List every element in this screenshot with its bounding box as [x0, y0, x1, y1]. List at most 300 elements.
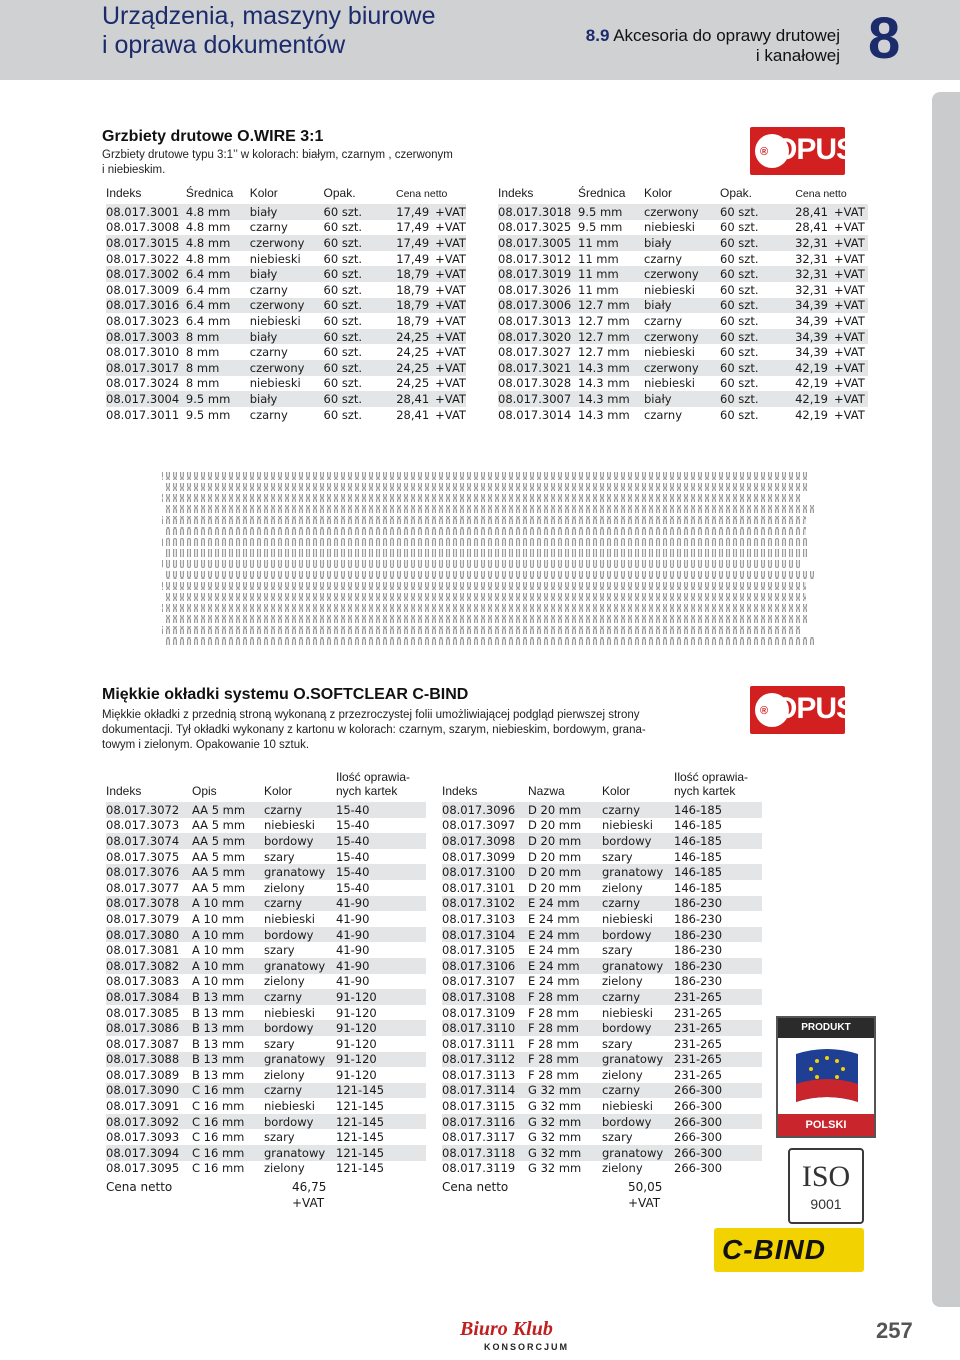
- table-cell: 08.017.3117: [442, 1129, 528, 1145]
- table-cell: 08.017.3103: [442, 911, 528, 927]
- table-cell: 08.017.3109: [442, 1005, 528, 1021]
- table-cell: 08.017.3019: [498, 266, 578, 282]
- table-cell: 266-300: [674, 1083, 762, 1099]
- table-cell: 08.017.3087: [106, 1036, 192, 1052]
- table-cell: C 16 mm: [192, 1161, 264, 1177]
- wire-binding-strip: [166, 593, 806, 601]
- table-cell: 60 szt.: [720, 391, 774, 407]
- table-cell: 186-230: [674, 958, 762, 974]
- table-cell: D 20 mm: [528, 833, 602, 849]
- table-cell: 15-40: [336, 849, 426, 865]
- table-cell: 08.017.3011: [106, 407, 186, 423]
- table-cell: 15-40: [336, 833, 426, 849]
- table-row: [442, 802, 762, 818]
- table-row: [106, 989, 426, 1005]
- table-cell: 60 szt.: [720, 235, 774, 251]
- table-cell: 60 szt.: [324, 407, 378, 423]
- table-cell: 15-40: [336, 802, 426, 818]
- table-row: [106, 329, 466, 345]
- table-cell: +VAT: [429, 407, 466, 423]
- wire-binding-strip: [166, 505, 814, 513]
- table-cell: 91-120: [336, 1052, 426, 1068]
- table-cell: 8 mm: [186, 329, 250, 345]
- table-row: [106, 235, 466, 251]
- table-cell: niebieski: [264, 818, 336, 834]
- table-cell: C 16 mm: [192, 1083, 264, 1099]
- table-cell: 08.017.3113: [442, 1067, 528, 1083]
- table-cell: biały: [250, 329, 324, 345]
- table-cell: 42,19: [774, 391, 828, 407]
- table-row: [442, 1036, 762, 1052]
- table-cell: 08.017.3093: [106, 1129, 192, 1145]
- table-cell: AA 5 mm: [192, 849, 264, 865]
- table-cell: +VAT: [429, 220, 466, 236]
- table-cell: 08.017.3075: [106, 849, 192, 865]
- table-cell: 41-90: [336, 958, 426, 974]
- table-cell: 08.017.3086: [106, 1020, 192, 1036]
- table-row: [442, 1145, 762, 1161]
- table-cell: 4.8 mm: [186, 204, 250, 220]
- wire-section-title: Grzbiety drutowe O.WIRE 3:1: [102, 128, 324, 145]
- table-cell: 08.017.3105: [442, 942, 528, 958]
- table-cell: 08.017.3012: [498, 251, 578, 267]
- table-cell: niebieski: [250, 313, 324, 329]
- table-cell: 08.017.3098: [442, 833, 528, 849]
- wire-binding-strip: [162, 494, 802, 502]
- table-cell: 146-185: [674, 849, 762, 865]
- table-cell: 08.017.3079: [106, 911, 192, 927]
- table-cell: niebieski: [264, 1098, 336, 1114]
- table-cell: 08.017.3023: [106, 313, 186, 329]
- table-cell: 28,41: [774, 204, 828, 220]
- table-cell: 266-300: [674, 1161, 762, 1177]
- table-cell: szary: [264, 1036, 336, 1052]
- table-cell: czerwony: [250, 235, 324, 251]
- table-cell: 17,49: [377, 220, 429, 236]
- table-cell: 08.017.3013: [498, 313, 578, 329]
- wire-binding-strip: [162, 538, 810, 546]
- table-cell: czerwony: [644, 329, 720, 345]
- table-cell: 91-120: [336, 1067, 426, 1083]
- table-cell: +VAT: [429, 251, 466, 267]
- table-cell: czarny: [264, 989, 336, 1005]
- table-row: [106, 376, 466, 392]
- table-cell: szary: [602, 1129, 674, 1145]
- softclear-right-vat: +VAT: [628, 1196, 661, 1210]
- table-cell: 6.4 mm: [186, 282, 250, 298]
- softclear-left-vat: +VAT: [292, 1196, 325, 1210]
- table-cell: D 20 mm: [528, 880, 602, 896]
- table-cell: AA 5 mm: [192, 880, 264, 896]
- table-cell: bordowy: [264, 1020, 336, 1036]
- table-cell: +VAT: [828, 266, 868, 282]
- table-cell: czarny: [602, 1083, 674, 1099]
- table-cell: 12.7 mm: [578, 344, 644, 360]
- table-cell: E 24 mm: [528, 958, 602, 974]
- table-cell: czarny: [644, 313, 720, 329]
- page-header: [0, 0, 960, 80]
- table-cell: 121-145: [336, 1098, 426, 1114]
- table-row: [442, 974, 762, 990]
- table-cell: 91-120: [336, 1020, 426, 1036]
- softclear-description: [102, 708, 646, 753]
- wire-binding-strip: [166, 527, 806, 535]
- table-row: [442, 1161, 762, 1177]
- table-cell: A 10 mm: [192, 911, 264, 927]
- table-cell: 08.017.3101: [442, 880, 528, 896]
- table-cell: 42,19: [774, 407, 828, 423]
- table-cell: 60 szt.: [324, 282, 378, 298]
- table-cell: F 28 mm: [528, 989, 602, 1005]
- table-cell: niebieski: [602, 1098, 674, 1114]
- table-row: [442, 942, 762, 958]
- section-title-line2: i kanałowej: [755, 46, 840, 65]
- table-cell: czerwony: [644, 360, 720, 376]
- table-row: [106, 802, 426, 818]
- table-cell: 28,41: [377, 407, 429, 423]
- table-cell: 186-230: [674, 974, 762, 990]
- table-cell: 60 szt.: [324, 204, 378, 220]
- table-cell: granatowy: [264, 1145, 336, 1161]
- table-cell: 08.017.3016: [106, 298, 186, 314]
- table-row: [442, 1114, 762, 1130]
- table-row: [498, 266, 868, 282]
- table-cell: 9.5 mm: [186, 391, 250, 407]
- table-cell: 32,31: [774, 282, 828, 298]
- table-cell: 14.3 mm: [578, 407, 644, 423]
- table-cell: 6.4 mm: [186, 298, 250, 314]
- table-cell: zielony: [602, 1067, 674, 1083]
- table-cell: 231-265: [674, 1036, 762, 1052]
- table-cell: B 13 mm: [192, 1052, 264, 1068]
- table-cell: 32,31: [774, 266, 828, 282]
- table-row: [442, 1129, 762, 1145]
- table-row: [442, 911, 762, 927]
- table-row: [106, 911, 426, 927]
- table-cell: 60 szt.: [720, 282, 774, 298]
- table-cell: 266-300: [674, 1129, 762, 1145]
- table-cell: 08.017.3094: [106, 1145, 192, 1161]
- table-cell: 08.017.3008: [106, 220, 186, 236]
- table-cell: 231-265: [674, 1020, 762, 1036]
- table-cell: 60 szt.: [720, 407, 774, 423]
- table-row: [106, 927, 426, 943]
- table-cell: czarny: [264, 896, 336, 912]
- table-row: [498, 376, 868, 392]
- table-cell: granatowy: [602, 1145, 674, 1161]
- table-cell: granatowy: [264, 864, 336, 880]
- table-cell: G 32 mm: [528, 1129, 602, 1145]
- category-title: [102, 2, 435, 60]
- table-cell: 91-120: [336, 989, 426, 1005]
- table-cell: bordowy: [602, 1114, 674, 1130]
- table-cell: niebieski: [644, 220, 720, 236]
- table-row: [106, 298, 466, 314]
- category-title-line2: i oprawa dokumentów: [102, 31, 346, 59]
- table-cell: czerwony: [644, 266, 720, 282]
- table-cell: 15-40: [336, 880, 426, 896]
- col-kolor: Kolor: [602, 784, 631, 798]
- produkt-polski-badge: [776, 1016, 876, 1138]
- table-cell: 08.017.3018: [498, 204, 578, 220]
- table-cell: 186-230: [674, 927, 762, 943]
- table-cell: 08.017.3085: [106, 1005, 192, 1021]
- table-cell: 08.017.3090: [106, 1083, 192, 1099]
- table-cell: 08.017.3006: [498, 298, 578, 314]
- table-cell: 146-185: [674, 864, 762, 880]
- col-indeks: Indeks: [498, 186, 534, 200]
- table-cell: 24,25: [377, 376, 429, 392]
- table-cell: 121-145: [336, 1083, 426, 1099]
- table-cell: +VAT: [429, 360, 466, 376]
- table-cell: czarny: [264, 1083, 336, 1099]
- table-row: [106, 1129, 426, 1145]
- table-cell: B 13 mm: [192, 1036, 264, 1052]
- table-cell: 186-230: [674, 896, 762, 912]
- table-row: [442, 927, 762, 943]
- table-cell: 12.7 mm: [578, 313, 644, 329]
- table-cell: 15-40: [336, 864, 426, 880]
- table-cell: +VAT: [828, 344, 868, 360]
- table-row: [498, 204, 868, 220]
- table-cell: 60 szt.: [324, 220, 378, 236]
- table-cell: 08.017.3005: [498, 235, 578, 251]
- table-header-row: [106, 770, 426, 802]
- table-row: [498, 251, 868, 267]
- table-cell: 60 szt.: [720, 204, 774, 220]
- table-cell: szary: [602, 849, 674, 865]
- table-cell: +VAT: [828, 313, 868, 329]
- eu-flag-icon: [792, 1044, 862, 1112]
- table-cell: 08.017.3112: [442, 1052, 528, 1068]
- chapter-number: 8: [868, 6, 901, 71]
- section-title-line1: Akcesoria do oprawy drutowej: [613, 26, 840, 45]
- wire-binding-strip: [162, 626, 802, 634]
- table-row: [442, 896, 762, 912]
- table-cell: F 28 mm: [528, 1036, 602, 1052]
- wire-binding-strip: [166, 549, 810, 557]
- table-row: [106, 896, 426, 912]
- table-cell: 18,79: [377, 266, 429, 282]
- table-cell: szary: [602, 942, 674, 958]
- table-cell: 34,39: [774, 329, 828, 345]
- table-cell: 6.4 mm: [186, 266, 250, 282]
- col-indeks: Indeks: [106, 784, 142, 798]
- table-cell: 231-265: [674, 1052, 762, 1068]
- table-cell: 121-145: [336, 1145, 426, 1161]
- table-cell: +VAT: [828, 376, 868, 392]
- wire-description-line1: Grzbiety drutowe typu 3:1’’ w kolorach: białym, czarnym , czerwonym: [102, 149, 453, 161]
- table-cell: G 32 mm: [528, 1114, 602, 1130]
- table-row: [106, 344, 466, 360]
- table-cell: AA 5 mm: [192, 833, 264, 849]
- table-cell: +VAT: [429, 376, 466, 392]
- table-row: [106, 1114, 426, 1130]
- table-cell: A 10 mm: [192, 927, 264, 943]
- table-row: [498, 391, 868, 407]
- table-row: [498, 313, 868, 329]
- table-cell: zielony: [602, 974, 674, 990]
- table-cell: 60 szt.: [324, 391, 378, 407]
- table-cell: zielony: [602, 880, 674, 896]
- wire-binding-photo: [158, 468, 818, 648]
- table-cell: 60 szt.: [324, 376, 378, 392]
- table-cell: 08.017.3108: [442, 989, 528, 1005]
- table-cell: A 10 mm: [192, 974, 264, 990]
- table-cell: 08.017.3076: [106, 864, 192, 880]
- category-title-line1: Urządzenia, maszyny biurowe: [102, 2, 436, 30]
- table-cell: niebieski: [644, 344, 720, 360]
- table-row: [106, 360, 466, 376]
- table-cell: granatowy: [602, 958, 674, 974]
- table-cell: 08.017.3010: [106, 344, 186, 360]
- softclear-section-title: Miękkie okładki systemu O.SOFTCLEAR C-BIND: [102, 686, 469, 703]
- table-cell: 08.017.3080: [106, 927, 192, 943]
- table-cell: 08.017.3014: [498, 407, 578, 423]
- table-cell: 17,49: [377, 251, 429, 267]
- table-cell: 18,79: [377, 298, 429, 314]
- table-cell: 14.3 mm: [578, 391, 644, 407]
- table-cell: C 16 mm: [192, 1114, 264, 1130]
- iso-number: 9001: [810, 1196, 842, 1212]
- table-cell: 08.017.3082: [106, 958, 192, 974]
- table-cell: B 13 mm: [192, 1067, 264, 1083]
- table-cell: 08.017.3092: [106, 1114, 192, 1130]
- table-cell: D 20 mm: [528, 864, 602, 880]
- table-cell: czerwony: [250, 360, 324, 376]
- table-row: [442, 833, 762, 849]
- table-cell: 08.017.3119: [442, 1161, 528, 1177]
- col-kolor: Kolor: [644, 186, 673, 200]
- cbind-logo: [714, 1228, 864, 1272]
- table-cell: 15-40: [336, 818, 426, 834]
- table-cell: 08.017.3001: [106, 204, 186, 220]
- wire-description: [102, 148, 453, 178]
- table-cell: 34,39: [774, 298, 828, 314]
- table-cell: G 32 mm: [528, 1098, 602, 1114]
- table-cell: granatowy: [602, 1052, 674, 1068]
- table-cell: 41-90: [336, 974, 426, 990]
- table-cell: 34,39: [774, 313, 828, 329]
- table-cell: niebieski: [264, 1005, 336, 1021]
- table-cell: szary: [264, 1129, 336, 1145]
- table-cell: 08.017.3022: [106, 251, 186, 267]
- col-srednica: Średnica: [578, 186, 626, 200]
- table-row: [106, 266, 466, 282]
- table-cell: 9.5 mm: [578, 204, 644, 220]
- col-opak: Opak.: [720, 186, 753, 200]
- table-row: [106, 204, 466, 220]
- table-cell: niebieski: [250, 376, 324, 392]
- table-cell: 60 szt.: [720, 298, 774, 314]
- table-cell: niebieski: [602, 1005, 674, 1021]
- table-cell: +VAT: [429, 204, 466, 220]
- table-row: [106, 880, 426, 896]
- softclear-left-price-label: Cena netto: [106, 1180, 173, 1194]
- table-cell: 08.017.3007: [498, 391, 578, 407]
- table-cell: szary: [602, 1036, 674, 1052]
- table-cell: +VAT: [828, 235, 868, 251]
- table-cell: bordowy: [264, 1114, 336, 1130]
- wire-binding-strip: [162, 560, 802, 568]
- softclear-left-price: 46,75: [292, 1180, 327, 1194]
- wire-binding-strip: [162, 582, 806, 590]
- table-cell: 08.017.3096: [442, 802, 528, 818]
- table-cell: 14.3 mm: [578, 360, 644, 376]
- table-cell: 11 mm: [578, 266, 644, 282]
- table-cell: zielony: [602, 1161, 674, 1177]
- table-cell: 08.017.3004: [106, 391, 186, 407]
- table-cell: czerwony: [644, 204, 720, 220]
- wire-binding-strip: [166, 637, 814, 645]
- table-row: [106, 864, 426, 880]
- table-cell: 60 szt.: [324, 329, 378, 345]
- table-cell: biały: [644, 235, 720, 251]
- softclear-description-line2: dokumentacji. Tył okładki wykonany z kartonu w kolorach: czarnym, szarym, niebieskim, bordowym, grana-: [102, 724, 646, 736]
- table-cell: 28,41: [774, 220, 828, 236]
- table-row: [498, 407, 868, 423]
- table-cell: 08.017.3111: [442, 1036, 528, 1052]
- table-cell: 11 mm: [578, 235, 644, 251]
- table-cell: 146-185: [674, 802, 762, 818]
- wire-binding-strip: [166, 615, 810, 623]
- table-row: [106, 942, 426, 958]
- table-cell: 91-120: [336, 1036, 426, 1052]
- table-cell: 60 szt.: [324, 235, 378, 251]
- table-cell: zielony: [264, 974, 336, 990]
- table-cell: 42,19: [774, 376, 828, 392]
- table-cell: AA 5 mm: [192, 818, 264, 834]
- table-cell: 08.017.3110: [442, 1020, 528, 1036]
- table-row: [442, 1020, 762, 1036]
- table-cell: B 13 mm: [192, 1020, 264, 1036]
- table-header-row: [442, 770, 762, 802]
- table-cell: 146-185: [674, 833, 762, 849]
- wire-binding-strip: [162, 472, 810, 480]
- table-cell: E 24 mm: [528, 974, 602, 990]
- softclear-table-left: [106, 770, 426, 1176]
- table-cell: C 16 mm: [192, 1129, 264, 1145]
- section-title: [540, 26, 840, 66]
- table-cell: 34,39: [774, 344, 828, 360]
- col-opis: Opis: [192, 784, 217, 798]
- table-cell: 08.017.3017: [106, 360, 186, 376]
- table-cell: 08.017.3028: [498, 376, 578, 392]
- table-row: [498, 220, 868, 236]
- table-cell: 18,79: [377, 313, 429, 329]
- table-row: [106, 220, 466, 236]
- softclear-description-line1: Miękkie okładki z przednią stroną wykonaną z przezroczystej folii umożliwiającej podgląd pierwszej strony: [102, 709, 640, 721]
- table-cell: 60 szt.: [324, 313, 378, 329]
- table-cell: G 32 mm: [528, 1083, 602, 1099]
- softclear-right-price-label: Cena netto: [442, 1180, 509, 1194]
- table-cell: 08.017.3002: [106, 266, 186, 282]
- table-cell: 91-120: [336, 1005, 426, 1021]
- table-cell: F 28 mm: [528, 1005, 602, 1021]
- table-cell: 08.017.3009: [106, 282, 186, 298]
- table-cell: +VAT: [429, 329, 466, 345]
- table-cell: +VAT: [429, 235, 466, 251]
- table-cell: bordowy: [602, 833, 674, 849]
- table-cell: AA 5 mm: [192, 802, 264, 818]
- table-cell: 8 mm: [186, 344, 250, 360]
- table-cell: 12.7 mm: [578, 329, 644, 345]
- table-cell: 08.017.3020: [498, 329, 578, 345]
- table-row: [442, 818, 762, 834]
- col-ilosc: Ilość oprawia- nych kartek: [336, 770, 411, 798]
- table-cell: 32,31: [774, 251, 828, 267]
- table-cell: 08.017.3115: [442, 1098, 528, 1114]
